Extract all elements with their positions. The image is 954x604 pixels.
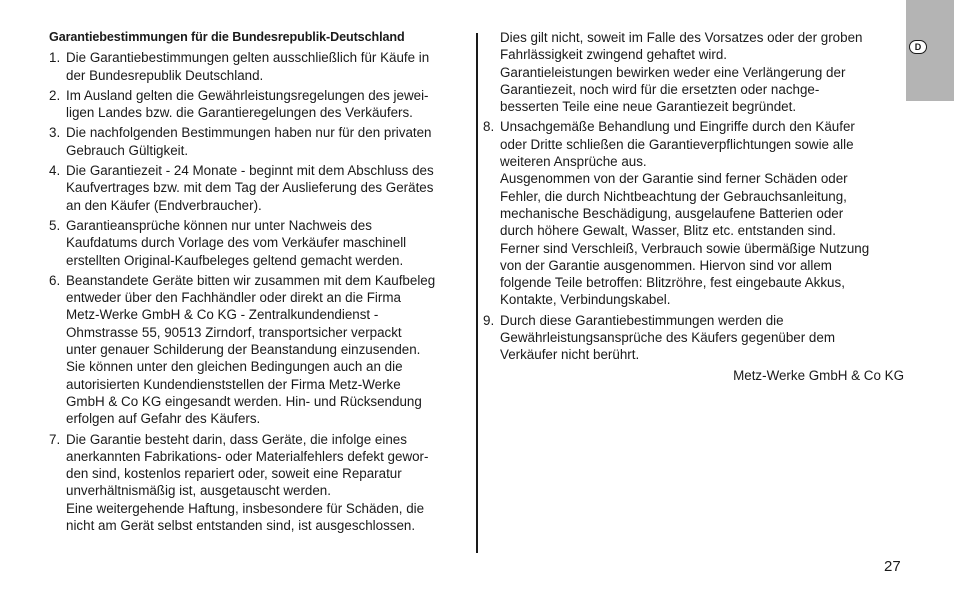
text-line: erstellten Original-Kaufbeleges geltend gemacht werden. <box>66 252 404 268</box>
text-line: weiteren Ansprüche aus. <box>500 154 647 170</box>
text-line: Im Ausland gelten die Gewährleistungsregelungen des jewei- <box>66 87 429 103</box>
left-list <box>49 49 471 534</box>
list-item <box>49 49 471 84</box>
item-text <box>500 118 907 308</box>
item-text <box>66 124 471 159</box>
text-line: unter genauer Schilderung der Beanstandung einzusenden. <box>66 342 421 358</box>
text-line: Gebrauch Gültigkeit. <box>66 142 189 158</box>
text-line: folgende Teile betroffen: Blitzröhre, fest eingebaute Akkus, <box>500 275 845 291</box>
item-number: 8. <box>483 119 495 135</box>
text-line: besserten Teile eine neue Garantiezeit begründet. <box>500 99 797 115</box>
item-number: 2. <box>49 87 61 103</box>
text-line: Die Garantiezeit - 24 Monate - beginnt mit dem Abschluss des <box>66 163 434 179</box>
text-line: Die Garantiebestimmungen gelten ausschließlich für Käufe in <box>66 50 430 66</box>
item-number: 4. <box>49 163 61 179</box>
text-line: Die Garantie besteht darin, dass Geräte, die infolge eines <box>66 431 407 447</box>
item-number: 1. <box>49 50 61 66</box>
column-divider <box>476 33 478 553</box>
item-text <box>66 272 471 428</box>
text-line: Fehler, die durch Nichtbeachtung der Gebrauchsanleitung, <box>500 188 847 204</box>
list-item <box>49 431 471 535</box>
page-number: 27 <box>884 558 901 575</box>
item-number: 7. <box>49 431 61 447</box>
list-item <box>49 162 471 214</box>
list-item <box>49 87 471 122</box>
text-line: autorisierten Kundendienststellen der Firma Metz-Werke <box>66 376 401 392</box>
text-line: von der Garantie ausgenommen. Hiervon sind vor allem <box>500 257 832 273</box>
text-line: Garantiezeit, noch wird für die ersetzten oder nachge- <box>500 81 820 97</box>
signature: Metz-Werke GmbH & Co KG <box>733 367 904 383</box>
text-line: Fahrlässigkeit zwingend gehaftet wird. <box>500 47 728 63</box>
item-number: 9. <box>483 312 495 328</box>
text-line: entweder über den Fachhändler oder direkt an die Firma <box>66 290 401 306</box>
language-badge: D <box>909 40 927 54</box>
text-line: den sind, kostenlos repariert oder, soweit eine Reparatur <box>66 466 402 482</box>
text-line: anerkannten Fabrikations- oder Materialfehlers defekt gewor- <box>66 448 429 464</box>
text-line: GmbH & Co KG eingesandt werden. Hin- und Rücksendung <box>66 393 422 409</box>
item-text <box>66 162 471 214</box>
text-line: Ferner sind Verschleiß, Verbrauch sowie übermäßige Nutzung <box>500 240 870 256</box>
right-list <box>483 118 907 363</box>
item-number: 3. <box>49 125 61 141</box>
text-line: an den Käufer (Endverbraucher). <box>66 197 262 213</box>
item-text <box>66 87 471 122</box>
text-line: nicht am Gerät selbst entstanden sind, ist ausgeschlossen. <box>66 518 416 534</box>
item-text <box>66 49 471 84</box>
text-line: Dies gilt nicht, soweit im Falle des Vorsatzes oder der groben <box>500 30 863 45</box>
text-line: oder Dritte schließen die Garantieverpflichtungen sowie alle <box>500 136 854 152</box>
continued-text <box>483 29 907 115</box>
text-line: durch höhere Gewalt, Wasser, Blitz etc. entstanden sind. <box>500 223 836 239</box>
text-line: ligen Landes bzw. die Garantieregelungen des Verkäufers. <box>66 105 413 121</box>
list-item <box>483 118 907 308</box>
text-line: Garantieleistungen bewirken weder eine Verlängerung der <box>500 64 846 80</box>
item-text <box>66 217 471 269</box>
right-column <box>483 29 907 384</box>
text-line: Kontakte, Verbindungskabel. <box>500 292 671 308</box>
left-column <box>49 29 471 537</box>
text-line: mechanische Beschädigung, ausgelaufene Batterien oder <box>500 205 844 221</box>
text-line: Die nachfolgenden Bestimmungen haben nur für den privaten <box>66 125 432 141</box>
text-line: Beanstandete Geräte bitten wir zusammen mit dem Kaufbeleg <box>66 272 436 288</box>
text-line: der Bundesrepublik Deutschland. <box>66 67 264 83</box>
text-line: Garantieansprüche können nur unter Nachweis des <box>66 217 372 233</box>
list-item <box>49 272 471 428</box>
item-number: 6. <box>49 272 61 288</box>
item-text <box>66 431 471 535</box>
text-line: Gewährleistungsansprüche des Käufers gegenüber dem <box>500 330 835 346</box>
list-item <box>49 217 471 269</box>
text-line: unverhältnismäßig ist, ausgetauscht werden. <box>66 483 331 499</box>
text-line: Eine weitergehende Haftung, insbesondere für Schäden, die <box>66 500 425 516</box>
list-item <box>483 312 907 364</box>
text-line: Sie können unter den gleichen Bedingungen auch an die <box>66 359 403 375</box>
text-line: Kaufdatums durch Vorlage des vom Verkäufer maschinell <box>66 235 407 251</box>
text-line: erfolgen auf Gefahr des Käufers. <box>66 411 261 427</box>
item-number: 5. <box>49 217 61 233</box>
text-line: Verkäufer nicht berührt. <box>500 347 640 363</box>
text-line: Unsachgemäße Behandlung und Eingriffe durch den Käufer <box>500 119 855 135</box>
text-line: Ohmstrasse 55, 90513 Zirndorf, transportsicher verpackt <box>66 324 402 340</box>
list-item <box>49 124 471 159</box>
text-line: Durch diese Garantiebestimmungen werden die <box>500 312 784 328</box>
text-line: Metz-Werke GmbH & Co KG - Zentralkundendienst - <box>66 307 379 323</box>
item-text <box>500 312 907 364</box>
text-line: Ausgenommen von der Garantie sind ferner Schäden oder <box>500 171 848 187</box>
page-heading: Garantiebestimmungen für die Bundesrepublik-Deutschland <box>49 30 405 44</box>
text-line: Kaufvertrages bzw. mit dem Tag der Auslieferung des Gerätes <box>66 180 434 196</box>
